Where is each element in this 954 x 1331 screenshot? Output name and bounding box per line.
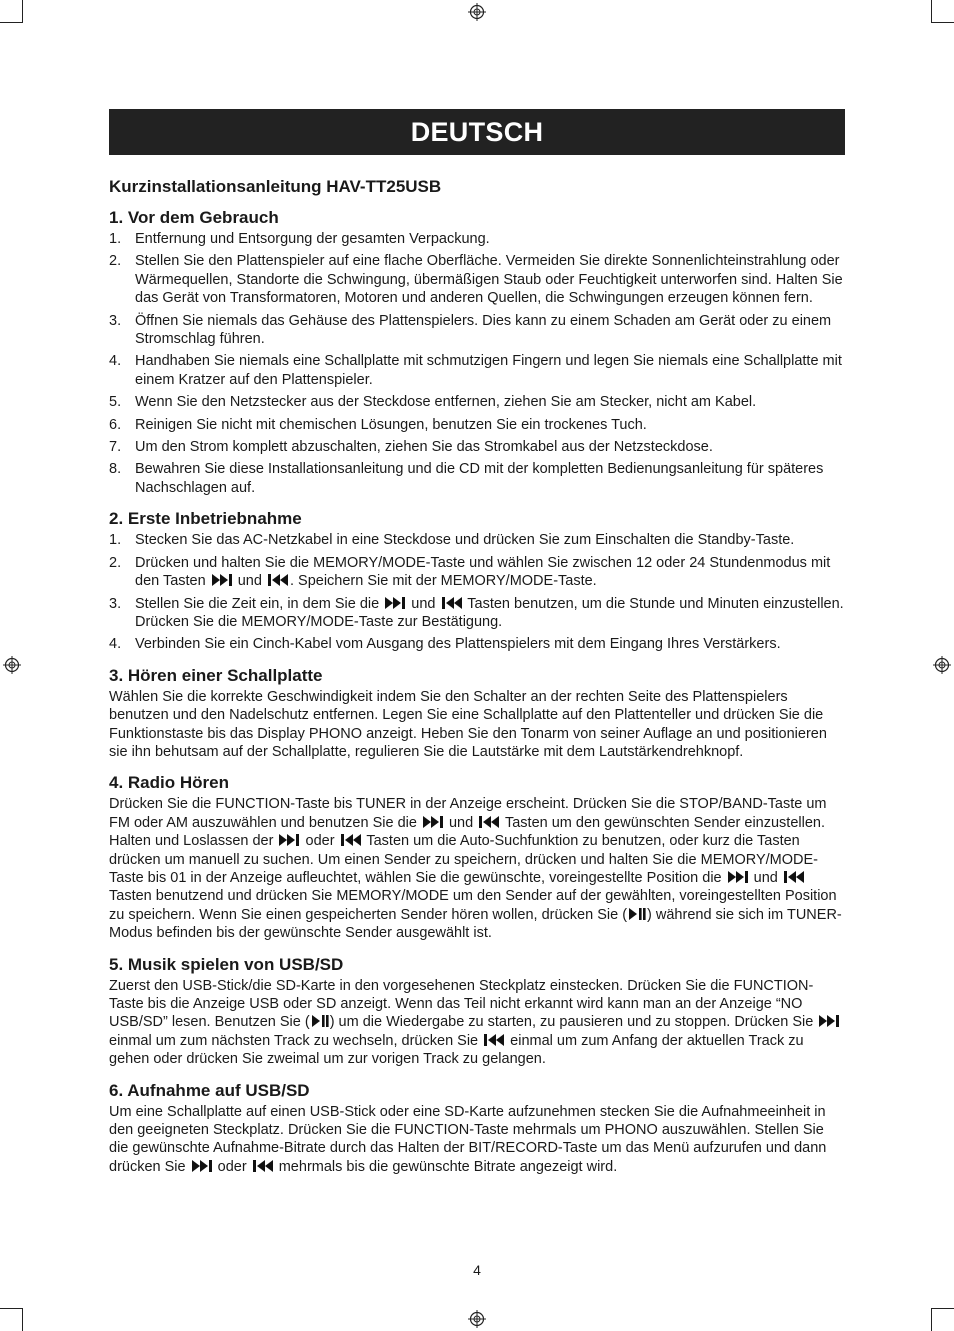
list-item xyxy=(109,416,845,434)
item-text: Bewahren Sie diese Installationsanleitung und die CD mit der kompletten Bedienungsanleitung für späteres Nachschlagen auf. xyxy=(135,461,824,496)
skip-back-icon xyxy=(441,597,463,609)
item-number: 4. xyxy=(109,353,122,370)
item-number: 2. xyxy=(109,554,122,571)
document-title: Kurzinstallationsanleitung HAV-TT25USB xyxy=(109,177,442,196)
section-text xyxy=(109,1103,845,1177)
numbered-list xyxy=(109,230,845,497)
item-number: 4. xyxy=(109,636,122,653)
list-item xyxy=(109,230,845,248)
item-text: Um den Strom komplett abzuschalten, ziehen Sie das Stromkabel aus der Netzsteckdose. xyxy=(135,439,713,456)
skip-back-icon xyxy=(340,834,362,846)
text-run: mehrmals bis die gewünschte Bitrate angezeigt wird. xyxy=(274,1158,618,1175)
item-text: Drücken und halten Sie die MEMORY/MODE-Taste und wählen Sie zwischen 12 oder 24 Stundenmodus mit den Tasten xyxy=(135,554,831,590)
section-usb-sd-playback xyxy=(109,955,845,1069)
section-text xyxy=(109,795,845,942)
text-run: einmal um zum nächsten Track zu wechseln, drücken Sie xyxy=(109,1032,483,1049)
skip-forward-icon xyxy=(211,574,233,586)
text-run: Um eine Schallplatte auf einen USB-Stick oder eine SD-Karte aufzunehmen stecken Sie die Aufnahmeeinheit in den geeigneten Steckplatz. Drücken Sie die FUNCTION-Taste mehrmals um PHONO auszuwählen. Stellen Sie die gewünschte Aufnahme-Bitrate durch das Halten der BIT/RECORD-Taste um das Menü aufzurufen und dann drücken Sie xyxy=(109,1103,827,1175)
text-run: Drücken Sie die FUNCTION-Taste bis TUNER in der Anzeige erscheint. Drücken Sie die STOP/BAND-Taste um FM oder AM auszuwählen und benutzen Sie die xyxy=(109,796,827,831)
section-heading: 3. Hören einer Schallplatte xyxy=(109,665,323,685)
section-heading: 2. Erste Inbetriebnahme xyxy=(109,509,302,529)
text-run: und xyxy=(444,814,478,831)
text-run: Zuerst den USB-Stick/die SD-Karte in den vorgesehenen Steckplatz einstecken. Drücken Sie die FUNCTION-Taste bis die Anzeige USB oder SD anzeigt. Wenn das Teil nicht erkannt wird kann man an der Anzeige “NO USB/SD” lesen. Benutzen Sie ( xyxy=(109,977,814,1031)
item-text: Öffnen Sie niemals das Gehäuse des Plattenspielers. Dies kann zu einem Schaden am Gerät oder zu einem Stromschlag führen. xyxy=(135,312,832,348)
text-run: oder xyxy=(301,833,339,850)
item-number: 1. xyxy=(109,532,122,549)
registration-mark-icon xyxy=(468,1310,486,1328)
section-recording xyxy=(109,1081,845,1177)
item-text: Entfernung und Entsorgung der gesamten Verpackung. xyxy=(135,231,490,247)
text-run: Tasten um die Auto-Suchfunktion zu benutzen, oder kurz die Tasten drücken um manuell zu suchen. Um einen Sender zu speichern, drücken und halten Sie die MEMORY/MODE-Taste bis 01 in der Anzeige aufleuchtet, wählen Sie die gewünschte, voreingestellte Position die xyxy=(109,833,818,886)
skip-forward-icon xyxy=(727,871,749,883)
text-run: Tasten um den gewünschten Sender einzustellen. Halten und Loslassen der xyxy=(109,814,825,850)
item-number: 2. xyxy=(109,253,122,270)
list-item xyxy=(109,393,845,411)
document-page xyxy=(109,109,845,1176)
skip-forward-icon xyxy=(422,816,444,828)
list-item xyxy=(109,460,845,497)
list-item xyxy=(109,312,845,349)
skip-back-icon xyxy=(483,1034,505,1046)
item-number: 1. xyxy=(109,231,122,247)
page-number: 4 xyxy=(473,1262,481,1278)
text-run: oder xyxy=(213,1158,251,1175)
item-number: 3. xyxy=(109,312,122,329)
skip-back-icon xyxy=(783,871,805,883)
item-number: 5. xyxy=(109,394,122,411)
text-run: Tasten benutzend und drücken Sie MEMORY/MODE um den Sender auf der gewählten, voreingestellten Position zu speichern. Wenn Sie einen gespeicherten Sender hören wollen, drücken Sie ( xyxy=(109,888,837,923)
text-run: und xyxy=(749,869,782,886)
skip-forward-icon xyxy=(818,1015,840,1027)
section-heading: 1. Vor dem Gebrauch xyxy=(109,208,279,227)
registration-mark-icon xyxy=(468,3,486,21)
item-text: Tasten benutzen, um die Stunde und Minuten einzustellen. Drücken Sie die MEMORY/MODE-Taste zur Bestätigung. xyxy=(135,595,844,630)
registration-mark-icon xyxy=(3,656,21,674)
play-pause-icon xyxy=(311,1015,329,1027)
item-text: Stecken Sie das AC-Netzkabel in eine Steckdose und drücken Sie zum Einschalten die Standby-Taste. xyxy=(135,532,795,549)
item-text: . Speichern Sie mit der MEMORY/MODE-Taste. xyxy=(289,573,597,590)
skip-forward-icon xyxy=(384,597,406,609)
item-number: 3. xyxy=(109,595,122,612)
item-number: 6. xyxy=(109,416,122,433)
crop-mark-top-left xyxy=(0,0,23,23)
skip-forward-icon xyxy=(278,834,300,846)
list-item xyxy=(109,554,845,591)
section-heading: 4. Radio Hören xyxy=(109,773,229,793)
text-run: ) während sie sich im TUNER-Modus befinden bis der gewünschte Sender ausgewählt ist. xyxy=(109,906,842,942)
text-run: ) um die Wiedergabe zu starten, zu pausieren und zu stoppen. Drücken Sie xyxy=(329,1014,818,1031)
list-item xyxy=(109,352,845,389)
item-text: Stellen Sie die Zeit ein, in dem Sie die xyxy=(135,595,384,612)
skip-back-icon xyxy=(267,574,289,586)
section-heading: 6. Aufnahme auf USB/SD xyxy=(109,1080,310,1100)
play-pause-icon xyxy=(628,908,646,920)
section-text: Wählen Sie die korrekte Geschwindigkeit indem Sie den Schalter an der rechten Seite des Plattenspielers benutzen und den Nadelschutz entfernen. Legen Sie eine Schallplatte auf den Plattenteller und drücken Sie die Funktionstaste bis das Display PHONO anzeigt. Heben Sie den Tonarm von seiner Auflage an und positionieren sie ihn behutsam auf der Schallplatte, regulieren Sie die Lautstärke mit dem Lautstärkendrehknopf. xyxy=(109,688,827,760)
text-run: einmal um zum Anfang der aktuellen Track zu gehen oder drücken Sie zweimal um zur vorigen Track zu gelangen. xyxy=(109,1032,804,1068)
section-text xyxy=(109,977,845,1069)
skip-forward-icon xyxy=(191,1160,213,1172)
item-text: Stellen Sie den Plattenspieler auf eine flache Oberfläche. Vermeiden Sie direkte Sonnenlichteinstrahlung oder Wärmequellen, Standorte die Schwingung, übermäßigen Staub oder Feuchtigkeit unterworfen sind. Halten Sie das Gerät von Transformatoren, Motoren und anderen Quellen, die Schwingungen erzeugen können fern. xyxy=(135,253,843,307)
list-item xyxy=(109,438,845,456)
section-before-use xyxy=(109,208,845,497)
list-item xyxy=(109,635,845,653)
section-playing-record xyxy=(109,666,845,762)
item-number: 7. xyxy=(109,439,122,456)
item-number: 8. xyxy=(109,461,122,478)
crop-mark-top-right xyxy=(931,0,954,23)
list-item xyxy=(109,595,845,632)
skip-back-icon xyxy=(478,816,500,828)
section-heading: 5. Musik spielen von USB/SD xyxy=(109,954,344,974)
numbered-list xyxy=(109,531,845,653)
item-text: Wenn Sie den Netzstecker aus der Steckdose entfernen, ziehen Sie am Stecker, nicht am Kabel. xyxy=(135,394,757,411)
section-radio xyxy=(109,773,845,942)
item-text: und xyxy=(233,573,266,590)
language-label: DEUTSCH xyxy=(410,116,544,147)
crop-mark-bottom-right xyxy=(931,1308,954,1331)
registration-mark-icon xyxy=(933,656,951,674)
item-text: Verbinden Sie ein Cinch-Kabel vom Ausgang des Plattenspielers mit dem Eingang Ihres Verstärkers. xyxy=(135,636,781,653)
crop-mark-bottom-left xyxy=(0,1308,23,1331)
list-item xyxy=(109,252,845,307)
item-text: Handhaben Sie niemals eine Schallplatte mit schmutzigen Fingern und legen Sie niemals eine Schallplatte mit einem Kratzer auf den Plattenspieler. xyxy=(135,353,842,388)
language-banner xyxy=(109,109,845,155)
item-text: Reinigen Sie nicht mit chemischen Lösungen, benutzen Sie ein trockenes Tuch. xyxy=(135,416,647,433)
skip-back-icon xyxy=(252,1160,274,1172)
list-item xyxy=(109,531,845,549)
section-first-operation xyxy=(109,509,845,653)
item-text: und xyxy=(407,595,440,612)
